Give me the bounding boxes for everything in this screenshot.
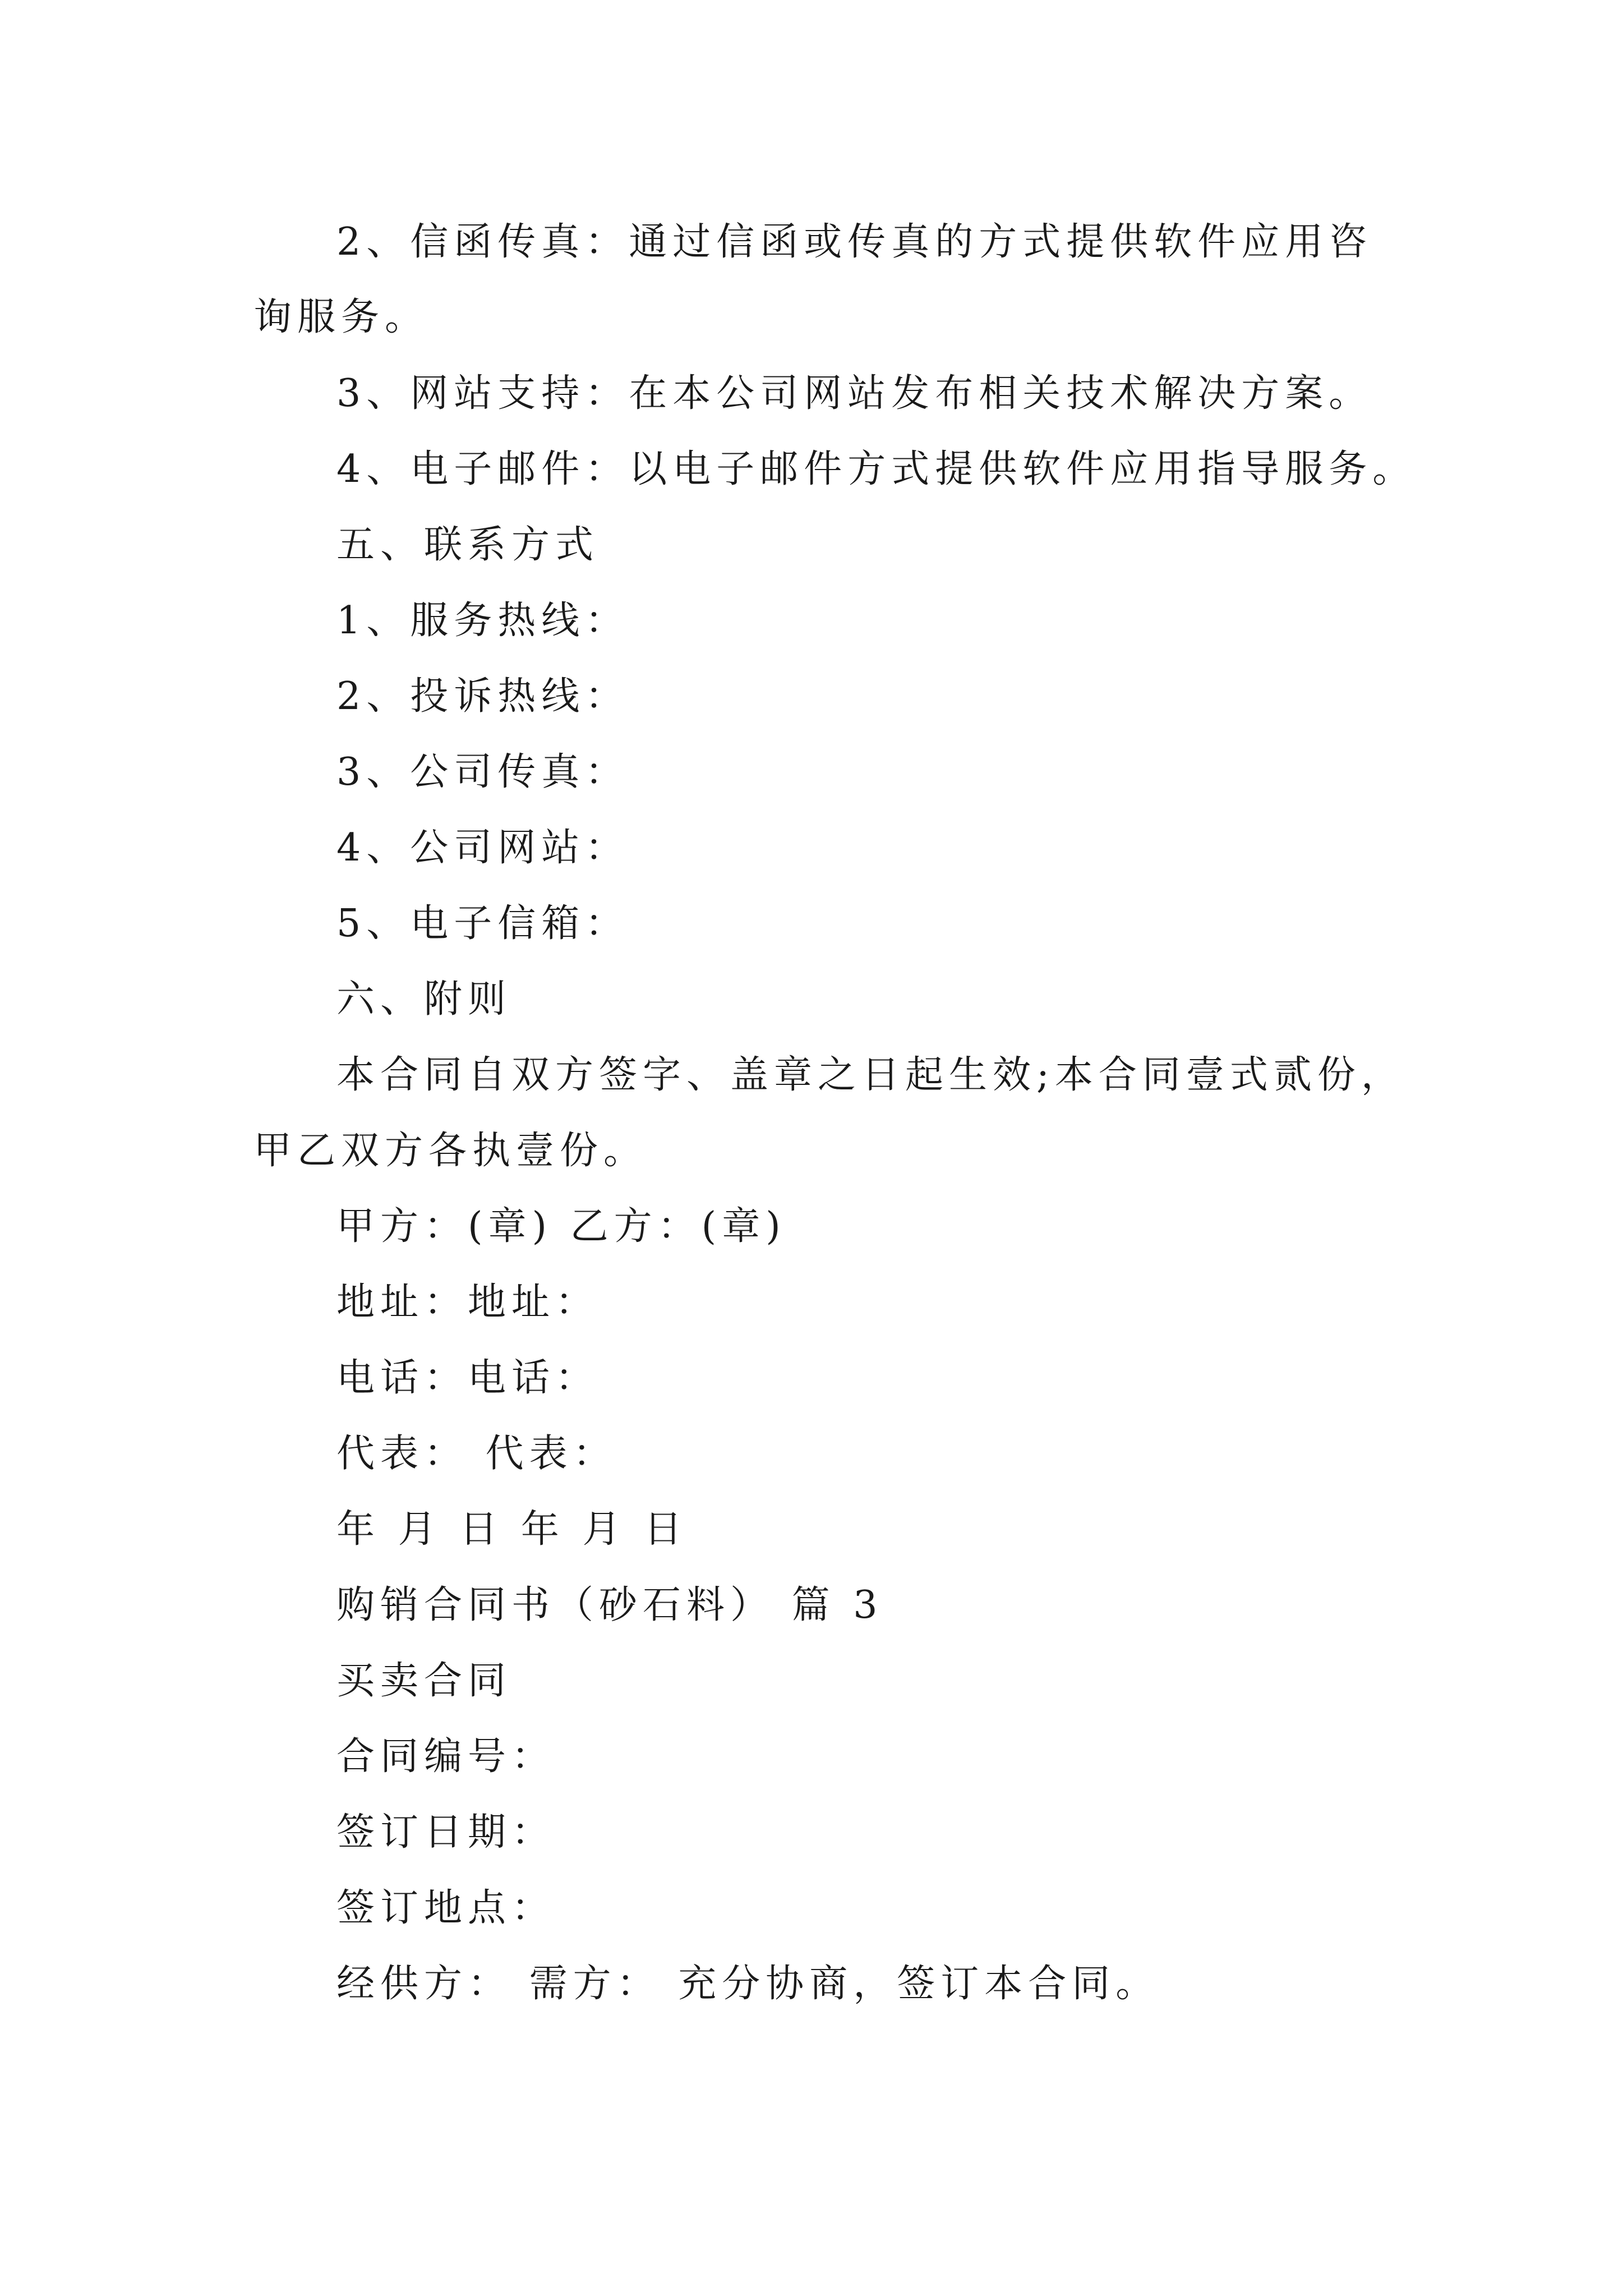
contact-email: 5、电子信箱： bbox=[336, 901, 629, 946]
paragraph-letter-fax-line1: 2、信函传真：通过信函或传真的方式提供软件应用咨 bbox=[336, 220, 1373, 264]
signature-parties: 甲方：(章) 乙方：(章) bbox=[336, 1204, 786, 1249]
section-heading-appendix: 六、附则 bbox=[336, 977, 512, 1022]
contact-company-website: 4、公司网站： bbox=[336, 826, 629, 870]
paragraph-effective-line1: 本合同自双方签字、盖章之日起生效;本合同壹式贰份， bbox=[336, 1053, 1405, 1097]
signature-phone: 电话：电话： bbox=[336, 1356, 600, 1400]
signing-date: 签订日期： bbox=[336, 1810, 556, 1855]
signature-address: 地址：地址： bbox=[336, 1280, 600, 1324]
contract-title: 购销合同书（砂石料） 篇 3 bbox=[336, 1583, 883, 1627]
contract-parties-statement: 经供方： 需方： 充分协商，签订本合同。 bbox=[336, 1962, 1160, 2006]
paragraph-effective-line2: 甲乙双方各执壹份。 bbox=[253, 1129, 648, 1173]
contact-company-fax: 3、公司传真： bbox=[336, 750, 629, 794]
contact-complaint-hotline: 2、投诉热线： bbox=[336, 674, 629, 719]
contract-number: 合同编号： bbox=[336, 1734, 556, 1779]
contact-service-hotline: 1、服务热线： bbox=[336, 599, 629, 643]
paragraph-letter-fax-line2: 询服务。 bbox=[253, 295, 429, 339]
signature-date: 年 月 日 年 月 日 bbox=[336, 1507, 688, 1552]
contract-subtitle: 买卖合同 bbox=[336, 1659, 512, 1703]
signing-location: 签订地点： bbox=[336, 1886, 556, 1930]
paragraph-email: 4、电子邮件：以电子邮件方式提供软件应用指导服务。 bbox=[336, 447, 1417, 491]
paragraph-website-support: 3、网站支持：在本公司网站发布相关技术解决方案。 bbox=[336, 371, 1373, 416]
signature-representative: 代表： 代表： bbox=[336, 1432, 617, 1476]
section-heading-contact: 五、联系方式 bbox=[336, 523, 600, 567]
